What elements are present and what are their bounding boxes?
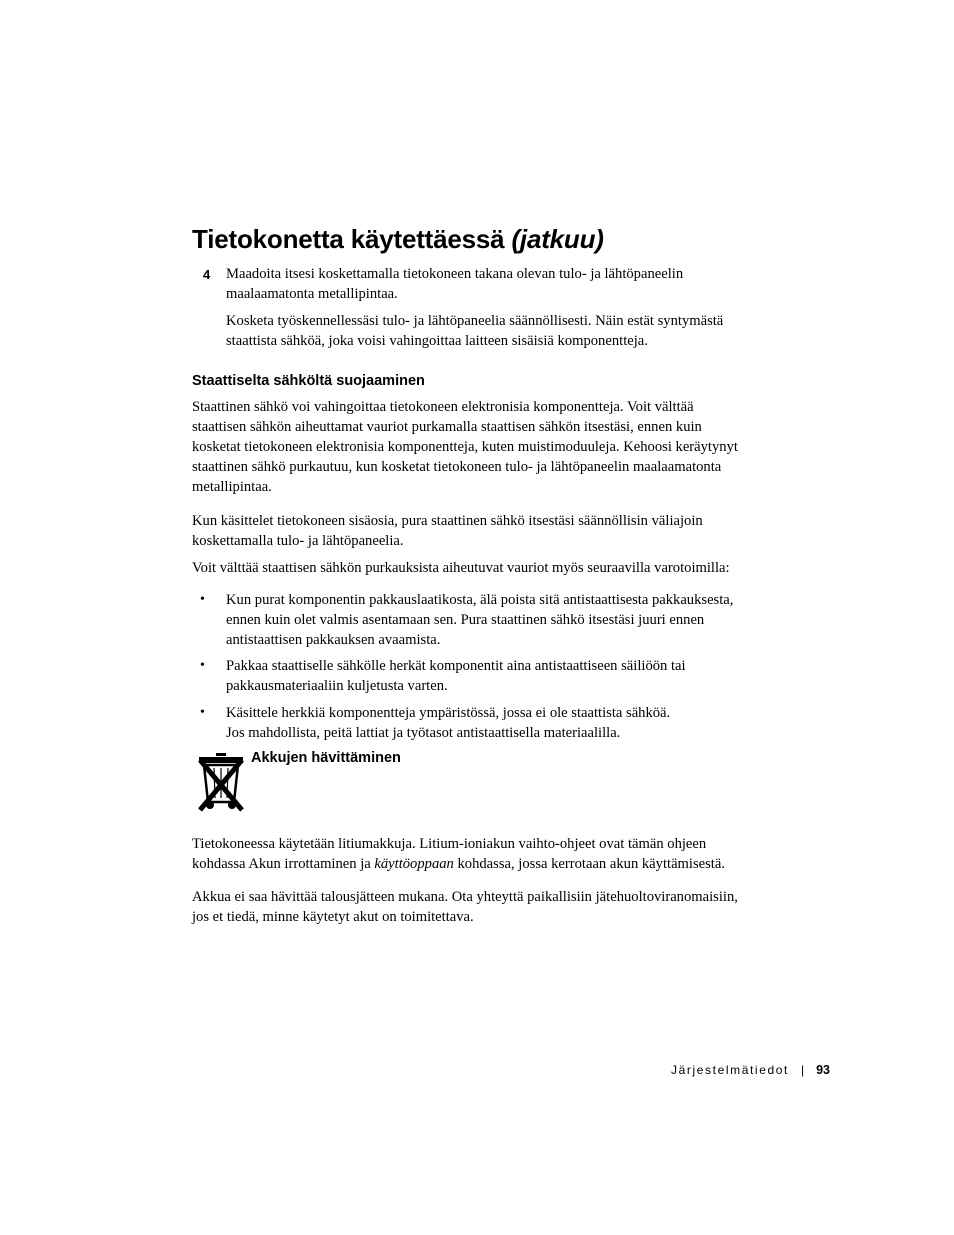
battery-paragraph-2 xyxy=(192,887,738,927)
step-text xyxy=(226,264,683,304)
page-number: 93 xyxy=(816,1063,830,1077)
paragraph-line-end: kohdassa, jossa kerrotaan akun käyttämisestä. xyxy=(453,856,725,872)
paragraph-line: Kun käsittelet tietokoneen sisäosia, pura staattinen sähkö itsestäsi säännöllisin väliajoin xyxy=(192,513,703,529)
step-text-line: Maadoita itsesi koskettamalla tietokoneen takana olevan tulo- ja lähtöpaneelin xyxy=(226,266,684,282)
paragraph-line: Staattinen sähkö voi vahingoittaa tietokoneen elektronisia komponentteja. Voit välttää xyxy=(192,399,694,415)
bullet-item xyxy=(226,656,686,696)
bullet-item xyxy=(226,590,733,650)
paragraph-line: Voit välttää staattisen sähkön purkauksista aiheutuvat vauriot myös seuraavilla varotoimilla: xyxy=(192,560,730,576)
bullet-marker: • xyxy=(200,592,205,607)
paragraph-line: Tietokoneessa käytetään litiumakkuja. Litium-ioniakun vaihto-ohjeet ovat tämän ohjeen xyxy=(192,836,707,852)
bullet-line: Käsittele herkkiä komponentteja ympäristössä, jossa ei ole staattista sähköä. xyxy=(226,705,671,721)
paragraph-line: kosketat tietokoneen elektronisia komponentteja, kuten muistimoduuleja. Kehoosi keräytynyt xyxy=(192,439,738,455)
static-paragraph-3 xyxy=(192,558,730,578)
paragraph-line: metallipintaa. xyxy=(192,479,272,495)
bullet-marker: • xyxy=(200,658,205,673)
paragraph-line: jos et tiedä, minne käytetyt akut on toimitettava. xyxy=(192,909,474,925)
bullet-line: Jos mahdollista, peitä lattiat ja työtasot antistaattisella materiaalilla. xyxy=(226,725,621,741)
paragraph-line: Akkua ei saa hävittää talousjätteen mukana. Ota yhteyttä paikallisiin jätehuoltoviranomaisiin, xyxy=(192,889,738,905)
page-footer xyxy=(671,1061,830,1079)
footer-section-name: Järjestelmätiedot xyxy=(671,1063,789,1077)
paragraph-line-start: kohdassa Akun irrottaminen ja xyxy=(192,856,375,872)
step-number: 4 xyxy=(203,267,211,282)
manual-reference: käyttöoppaan xyxy=(374,856,454,872)
paragraph-line: koskettamalla tulo- ja lähtöpaneelia. xyxy=(192,533,404,549)
step-note-line: Kosketa työskennellessäsi tulo- ja lähtöpaneelia säännöllisesti. Näin estät syntymästä xyxy=(226,313,724,329)
static-paragraph-1 xyxy=(192,397,738,497)
bullet-line: Pakkaa staattiselle sähkölle herkät komponentit aina antistaattiseen säiliöön tai xyxy=(226,658,686,674)
footer-separator: | xyxy=(800,1063,805,1077)
page-title xyxy=(192,222,604,256)
bullet-line: ennen kuin olet valmis asentamaan sen. Pura staattinen sähkö itsestäsi juuri ennen xyxy=(226,612,705,628)
bullet-line: pakkausmateriaaliin kuljetusta varten. xyxy=(226,678,448,694)
section-heading-static: Staattiselta sähköltä suojaaminen xyxy=(192,373,425,389)
page-title-continued: (jatkuu) xyxy=(511,224,604,254)
bullet-line: Kun purat komponentin pakkauslaatikosta, älä poista sitä antistaattisesta pakkauksesta, xyxy=(226,592,734,608)
step-note-line: staattista sähköä, joka voisi vahingoittaa laitteen sisäisiä komponentteja. xyxy=(226,333,648,349)
battery-paragraph-1 xyxy=(192,834,725,874)
step-text-line: maalaamatonta metallipintaa. xyxy=(226,286,398,302)
step-note xyxy=(226,311,723,351)
bullet-line: antistaattisen pakkauksen avaamista. xyxy=(226,632,441,648)
static-paragraph-2 xyxy=(192,511,703,551)
bullet-marker: • xyxy=(200,705,205,720)
section-heading-battery: Akkujen hävittäminen xyxy=(251,750,401,766)
page-title-main: Tietokonetta käytettäessä xyxy=(192,224,505,254)
paragraph-line: staattinen sähkö purkautuu, kun kosketat tietokoneen tulo- ja lähtöpaneelin maalaamatonta xyxy=(192,459,722,475)
paragraph-line: staattisen sähkön aiheuttamat vauriot purkamalla staattisen sähkön itsestäsi, ennen kuin xyxy=(192,419,702,435)
crossed-out-wheeled-bin-icon xyxy=(196,752,246,814)
bullet-item xyxy=(226,703,670,743)
